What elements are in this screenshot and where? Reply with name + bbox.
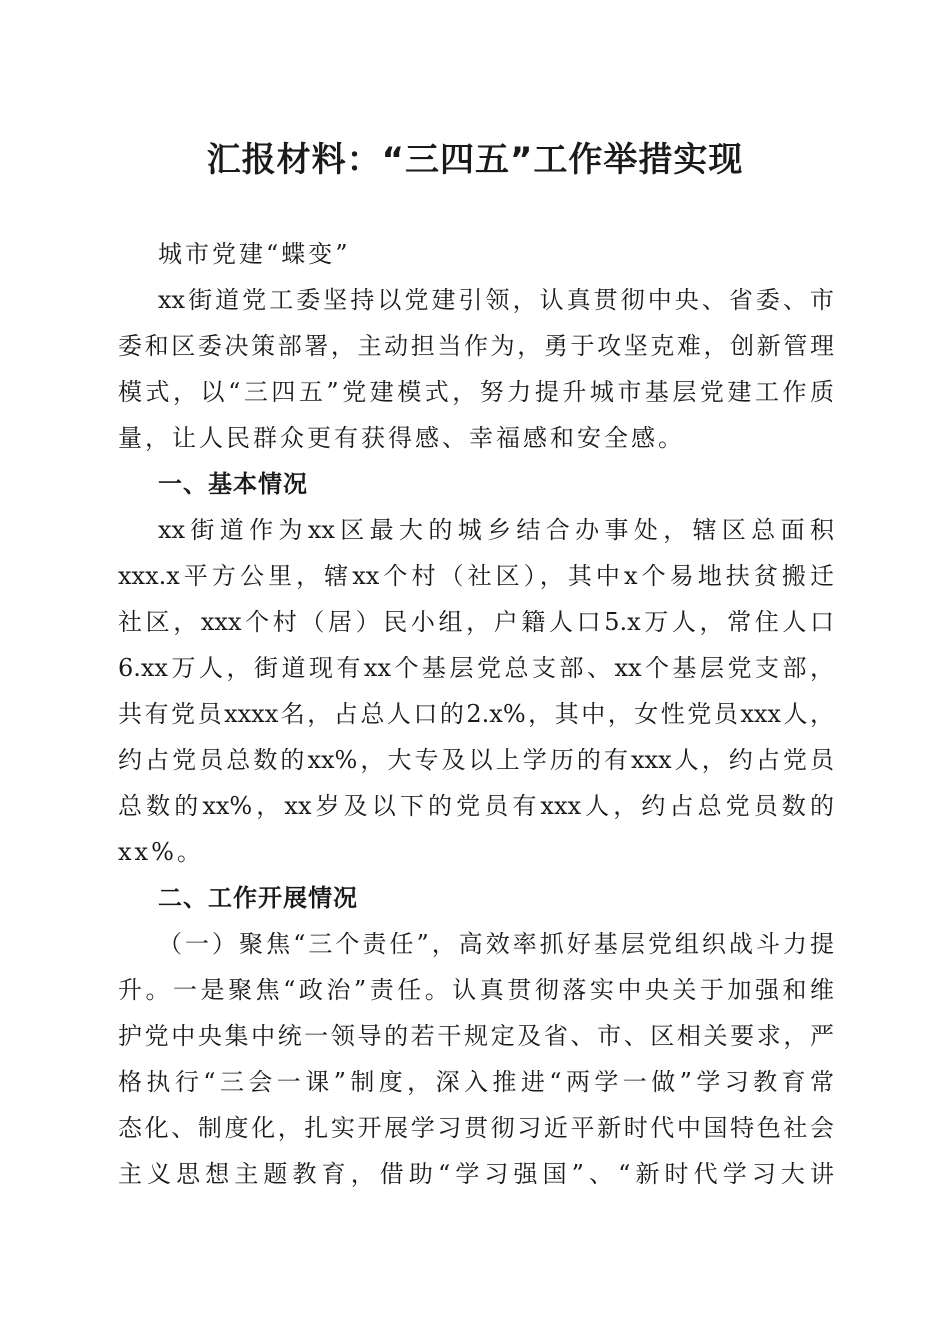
paragraph-line: 护党中央集中统一领导的若干规定及省、市、区相关要求，严 bbox=[118, 1022, 834, 1050]
section-heading: 二、工作开展情况 bbox=[158, 884, 358, 912]
paragraph-line: 升。一是聚焦“政治”责任。认真贯彻落实中央关于加强和维 bbox=[118, 976, 834, 1004]
paragraph-line: 委和区委决策部署，主动担当作为，勇于攻坚克难，创新管理 bbox=[118, 332, 834, 360]
paragraph-line: 格执行“三会一课”制度，深入推进“两学一做”学习教育常 bbox=[118, 1068, 834, 1096]
paragraph-line: （一）聚焦“三个责任”，高效率抓好基层党组织战斗力提 bbox=[158, 930, 834, 958]
document-title: 汇报材料：“三四五”工作举措实现 bbox=[206, 140, 744, 180]
paragraph-line: 共有党员xxxx名，占总人口的2.x%，其中，女性党员xxx人， bbox=[118, 700, 834, 728]
paragraph-line: xx街道作为xx区最大的城乡结合办事处，辖区总面积 bbox=[158, 516, 834, 544]
paragraph-line: 主义思想主题教育，借助“学习强国”、“新时代学习大讲 bbox=[118, 1160, 834, 1188]
paragraph-line: 社区，xxx个村（居）民小组，户籍人口5.x万人，常住人口 bbox=[118, 608, 834, 636]
document-body bbox=[118, 231, 834, 1197]
paragraph-line: xx%。 bbox=[118, 838, 204, 866]
section-heading: 一、基本情况 bbox=[158, 470, 308, 498]
paragraph-line: 6.xx万人，街道现有xx个基层党总支部、xx个基层党支部， bbox=[118, 654, 834, 682]
paragraph-line: 约占党员总数的xx%，大专及以上学历的有xxx人，约占党员 bbox=[118, 746, 834, 774]
paragraph-line: 模式，以“三四五”党建模式，努力提升城市基层党建工作质 bbox=[118, 378, 834, 406]
paragraph-line: 态化、制度化，扎实开展学习贯彻习近平新时代中国特色社会 bbox=[118, 1114, 834, 1142]
paragraph-line: 总数的xx%，xx岁及以下的党员有xxx人，约占总党员数的 bbox=[118, 792, 834, 820]
subtitle-line: 城市党建“蝶变” bbox=[158, 240, 351, 268]
paragraph-line: xx街道党工委坚持以党建引领，认真贯彻中央、省委、市 bbox=[158, 286, 834, 314]
paragraph-line: 量，让人民群众更有获得感、幸福感和安全感。 bbox=[118, 424, 685, 452]
paragraph-line: xxx.x平方公里，辖xx个村（社区），其中x个易地扶贫搬迁 bbox=[118, 562, 834, 590]
